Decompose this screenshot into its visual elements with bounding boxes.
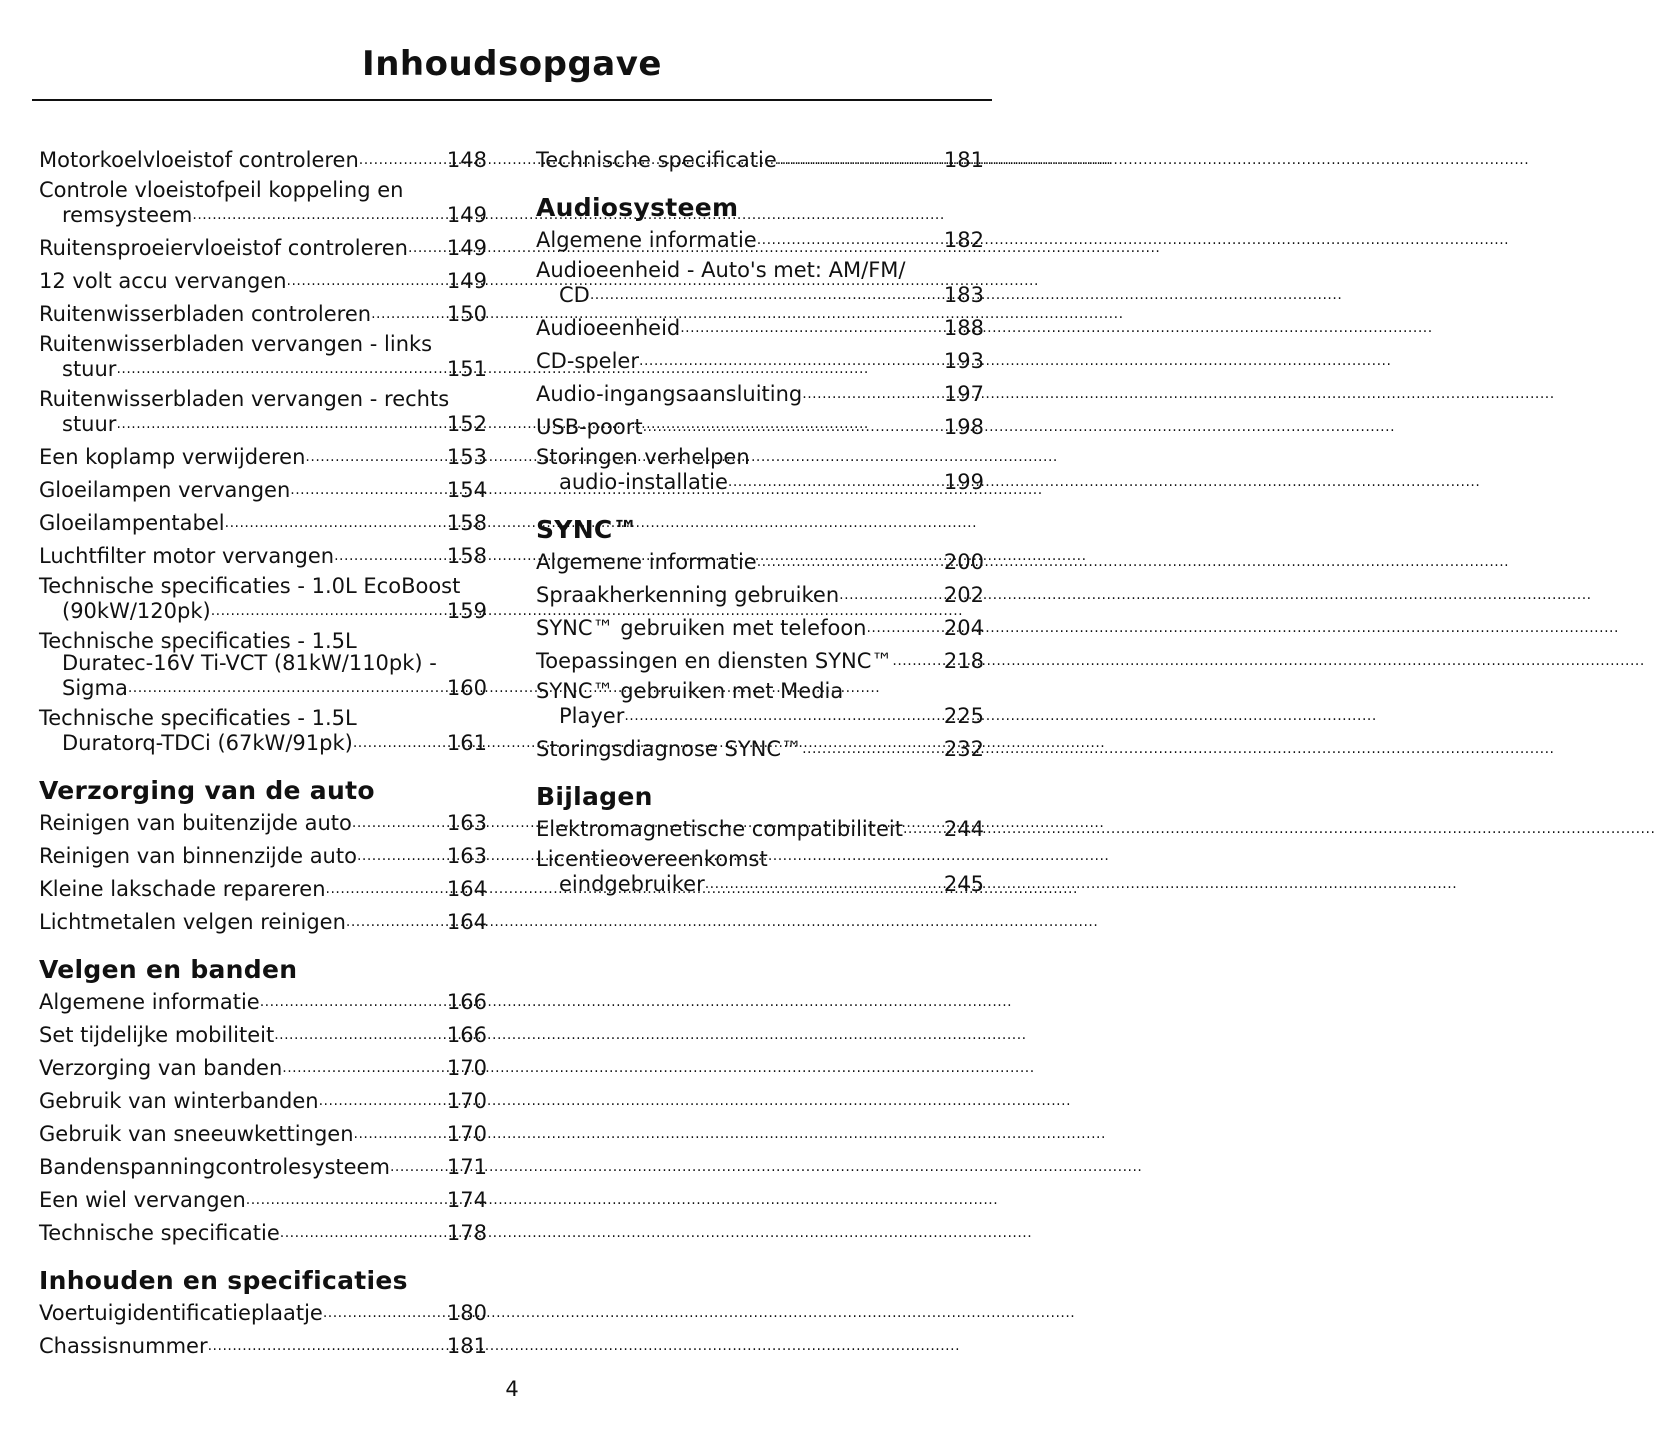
dot-leader [802,735,944,760]
toc-entry-label: Spraakherkenning gebruiken [536,583,840,607]
toc-entry-line [536,281,984,306]
toc-entry-label: audio-installatie [559,470,728,494]
toc-entry[interactable] [536,647,984,672]
toc-entry[interactable] [39,234,487,259]
section-heading: Inhouden en specificaties [39,1266,408,1295]
toc-entry-line [536,735,984,760]
toc-entry[interactable] [536,446,984,493]
toc-entry-label: Ruitensproeiervloeistof controleren [39,236,408,260]
toc-section [536,193,984,493]
toc-entry-page: 232 [943,737,984,761]
dot-leader [354,1120,447,1145]
toc-entry-label: Voertuigidentificatieplaatje [39,1301,323,1325]
dot-leader [346,908,447,933]
toc-entry-label: Algemene informatie [536,228,757,252]
toc-entry-line [39,1087,487,1112]
toc-section [39,146,487,754]
toc-entry-label: 12 volt accu vervangen [39,269,287,293]
page-title: Inhoudsopgave [362,44,662,84]
section-heading: SYNC™ [536,515,638,544]
toc-entry-label: Sigma [62,676,128,700]
toc-entry[interactable] [536,548,984,573]
dot-leader [408,234,447,259]
toc-entry-label: Algemene informatie [536,550,757,574]
toc-entry-page: 180 [446,1301,487,1325]
title-divider [32,99,992,101]
toc-entry-page: 164 [446,877,487,901]
toc-entry-line [39,674,487,699]
toc-entry-label-line: Ruitenwisserbladen vervangen - links [39,332,433,356]
toc-entry-line [39,443,487,468]
toc-entry-page: 163 [446,844,487,868]
toc-entry-page: 171 [446,1155,487,1179]
toc-entry[interactable] [39,300,487,325]
toc-entry-page: 158 [446,544,487,568]
toc-entry-page: 245 [943,872,984,896]
toc-entry-line [536,226,984,251]
toc-entry-page: 181 [943,148,984,172]
toc-entry-label: Een koplamp verwijderen [39,445,306,469]
dot-leader [624,702,944,727]
toc-entry-label: Motorkoelvloeistof controleren [39,148,359,172]
dot-leader [839,581,944,606]
toc-entry-page: 149 [446,203,487,227]
dot-leader [326,875,447,900]
toc-entry-label-line: Controle vloeistofpeil koppeling en [39,178,404,202]
toc-entry-label: Audioeenheid [536,316,681,340]
toc-entry-label: Player [559,704,625,728]
toc-entry[interactable] [39,1186,487,1211]
toc-entry-page: 158 [446,511,487,535]
toc-entry[interactable] [536,735,984,760]
toc-entry[interactable] [39,875,487,900]
toc-entry-line [39,1021,487,1046]
toc-entry-label: Technische specificatie [536,148,777,172]
toc-entry-label-line: Storingen verhelpen [536,445,750,469]
dot-leader [116,410,446,435]
toc-entry-label: Technische specificatie [39,1221,280,1245]
toc-entry-label: Gloeilampentabel [39,511,225,535]
toc-entry[interactable] [536,259,984,306]
toc-entry-line [39,234,487,259]
toc-entry-label: Duratorq-TDCi (67kW/91pk) [62,731,353,755]
toc-entry-label: Toepassingen en diensten SYNC™ [536,649,893,673]
toc-section [536,782,984,895]
toc-entry-line [39,809,487,834]
toc-entry-page: 164 [446,910,487,934]
toc-entry[interactable] [536,680,984,727]
dot-leader [371,300,447,325]
dot-leader [643,413,944,438]
toc-entry-page: 170 [446,1089,487,1113]
toc-entry-line [39,146,487,171]
toc-entry[interactable] [39,146,487,171]
toc-entry-label-line: Audioeenheid - Auto's met: AM/FM/ [536,258,906,282]
dot-leader [777,146,944,171]
toc-entry-label-line: SYNC™ gebruiken met Media [536,679,844,703]
toc-entry[interactable] [536,314,984,339]
toc-entry[interactable] [536,413,984,438]
toc-entry-line [536,548,984,573]
toc-entry-line [39,476,487,501]
toc-entry-label: Elektromagnetische compatibiliteit [536,817,903,841]
toc-entry-line [536,581,984,606]
toc-entry[interactable] [39,842,487,867]
toc-entry-line [39,1054,487,1079]
toc-entry-label-line: Technische specificaties - 1.5L [39,629,357,653]
toc-entry-label: Gebruik van winterbanden [39,1089,319,1113]
toc-section [39,1266,487,1357]
toc-entry[interactable] [39,443,487,468]
toc-entry-line [39,410,487,435]
toc-entry-label: Algemene informatie [39,990,260,1014]
dot-leader [728,468,944,493]
toc-entry-label: Gloeilampen vervangen [39,478,291,502]
toc-entry-page: 153 [446,445,487,469]
toc-entry[interactable] [39,1087,487,1112]
dot-leader [192,201,447,226]
toc-entry[interactable] [39,908,487,933]
toc-entry-label: Audio-ingangsaansluiting [536,382,803,406]
toc-entry-label: Set tijdelijke mobiliteit [39,1023,275,1047]
dot-leader [866,614,943,639]
toc-entry-line [39,1332,487,1357]
toc-entry-line [536,702,984,727]
toc-entry-page: 200 [943,550,984,574]
dot-leader [305,443,446,468]
toc-entry-line [536,468,984,493]
toc-entry-page: 152 [446,412,487,436]
toc-entry-page: 197 [943,382,984,406]
toc-entry[interactable] [39,1299,487,1324]
dot-leader [590,281,944,306]
toc-entry-label: Kleine lakschade repareren [39,877,326,901]
toc-entry-page: 199 [943,470,984,494]
toc-entry-line [536,314,984,339]
dot-leader [903,815,944,840]
toc-entry-line [39,542,487,567]
toc-section [39,776,487,933]
toc-section [39,955,487,1244]
toc-entry-line [39,1120,487,1145]
toc-entry-line [536,413,984,438]
toc-entry-page: 182 [943,228,984,252]
toc-entry-label: CD-speler [536,349,639,373]
toc-entry-label: SYNC™ gebruiken met telefoon [536,616,867,640]
dot-leader [319,1087,447,1112]
toc-entry-line [39,875,487,900]
toc-entry[interactable] [39,542,487,567]
toc-entry-label-line: Ruitenwisserbladen vervangen - rechts [39,387,450,411]
dot-leader [128,674,447,699]
toc-entry-label: USB-poort [536,415,643,439]
toc-entry[interactable] [39,1021,487,1046]
toc-entry-label: Bandenspanningcontrolesysteem [39,1155,390,1179]
toc-entry-page: 170 [446,1056,487,1080]
dot-leader [757,548,944,573]
toc-entry-page: 244 [943,817,984,841]
toc-entry-line [536,614,984,639]
toc-left-column [39,146,487,1365]
toc-entry-page: 174 [446,1188,487,1212]
dot-leader [639,347,944,372]
toc-entry-page: 170 [446,1122,487,1146]
section-heading: Velgen en banden [39,955,298,984]
toc-entry-line [536,146,984,171]
toc-entry-page: 202 [943,583,984,607]
toc-entry-label: Reinigen van binnenzijde auto [39,844,357,868]
toc-entry-page: 181 [446,1334,487,1358]
toc-entry-line [39,1299,487,1324]
toc-entry-line [39,355,487,380]
toc-entry[interactable] [39,267,487,292]
toc-entry-line [39,597,487,622]
dot-leader [208,1332,447,1357]
toc-entry[interactable] [536,815,984,840]
toc-entry-page: 178 [446,1221,487,1245]
toc-section [536,515,984,760]
toc-entry[interactable] [39,1332,487,1357]
toc-entry-page: 161 [446,731,487,755]
toc-entry-page: 188 [943,316,984,340]
dot-leader [116,355,446,380]
toc-entry-page: 150 [446,302,487,326]
dot-leader [892,647,944,672]
toc-entry[interactable] [39,179,487,226]
toc-entry-line [39,1219,487,1244]
toc-entry-line [39,201,487,226]
toc-entry-line [536,647,984,672]
toc-entry-line [536,347,984,372]
page-number: 4 [505,1377,519,1401]
toc-entry-line [39,908,487,933]
dot-leader [680,314,944,339]
toc-entry-line [536,870,984,895]
toc-entry-page: 166 [446,990,487,1014]
toc-entry[interactable] [39,1054,487,1079]
toc-entry-line [39,509,487,534]
toc-entry-label: Luchtfilter motor vervangen [39,544,335,568]
toc-entry[interactable] [39,476,487,501]
toc-entry-label-line: Duratec-16V Ti-VCT (81kW/110pk) - [62,651,437,675]
toc-section [536,146,984,171]
toc-entry-label: Een wiel vervangen [39,1188,246,1212]
toc-entry[interactable] [39,1153,487,1178]
dot-leader [246,1186,447,1211]
toc-entry[interactable] [536,380,984,405]
dot-leader [323,1299,447,1324]
toc-entry-label: remsysteem [62,203,193,227]
toc-entry-line [536,815,984,840]
toc-entry-line [39,300,487,325]
toc-entry[interactable] [536,347,984,372]
toc-entry-line [39,1186,487,1211]
toc-entry-page: 198 [943,415,984,439]
toc-entry[interactable] [536,614,984,639]
toc-entry-page: 151 [446,357,487,381]
toc-entry-label: Ruitenwisserbladen controleren [39,302,372,326]
toc-entry-page: 160 [446,676,487,700]
toc-entry-page: 183 [943,283,984,307]
toc-entry-label-line: Licentieovereenkomst [536,847,768,871]
toc-entry-page: 159 [446,599,487,623]
toc-entry[interactable] [536,226,984,251]
section-heading: Bijlagen [536,782,653,811]
toc-entry-page: 148 [446,148,487,172]
dot-leader [357,842,447,867]
dot-leader [225,509,447,534]
dot-leader [290,476,447,501]
toc-entry-label: Reinigen van buitenzijde auto [39,811,352,835]
toc-right-column [536,146,984,903]
dot-leader [359,146,447,171]
section-heading: Audiosysteem [536,193,739,222]
dot-leader [757,226,944,251]
dot-leader [282,1054,447,1079]
toc-entry-page: 149 [446,236,487,260]
toc-entry[interactable] [39,1120,487,1145]
toc-entry-page: 193 [943,349,984,373]
dot-leader [260,988,447,1013]
toc-entry-page: 166 [446,1023,487,1047]
toc-entry[interactable] [536,848,984,895]
toc-entry-page: 204 [943,616,984,640]
dot-leader [353,729,447,754]
dot-leader [274,1021,447,1046]
toc-entry-line [39,842,487,867]
toc-entry-line [39,267,487,292]
toc-entry[interactable] [39,707,487,754]
toc-entry-label: Verzorging van banden [39,1056,283,1080]
toc-entry-label-line: Technische specificaties - 1.5L [39,706,357,730]
toc-entry-label: Lichtmetalen velgen reinigen [39,910,346,934]
toc-entry[interactable] [39,575,487,622]
toc-entry-page: 149 [446,269,487,293]
dot-leader [287,267,447,292]
toc-entry-label: Gebruik van sneeuwkettingen [39,1122,354,1146]
toc-entry[interactable] [39,809,487,834]
toc-entry[interactable] [39,1219,487,1244]
toc-entry-label: (90kW/120pk) [62,599,211,623]
toc-entry-line [536,380,984,405]
toc-entry-page: 154 [446,478,487,502]
toc-entry-line [39,729,487,754]
toc-entry[interactable] [536,581,984,606]
dot-leader [390,1153,447,1178]
toc-entry-line [39,1153,487,1178]
toc-entry[interactable] [39,388,487,435]
dot-leader [280,1219,447,1244]
toc-entry-page: 163 [446,811,487,835]
toc-entry[interactable] [39,333,487,380]
toc-entry-label: CD [559,283,590,307]
toc-entry-label: eindgebruiker [559,872,705,896]
toc-entry-label-line: Technische specificaties - 1.0L EcoBoost [39,574,461,598]
toc-entry-label: Storingsdiagnose SYNC™ [536,737,803,761]
dot-leader [334,542,447,567]
toc-entry[interactable] [536,146,984,171]
toc-entry-page: 225 [943,704,984,728]
toc-entry[interactable] [39,988,487,1013]
toc-entry-page: 218 [943,649,984,673]
toc-entry-label: stuur [62,357,117,381]
toc-entry[interactable] [39,630,487,699]
dot-leader [211,597,447,622]
toc-entry-line [39,988,487,1013]
toc-entry-label: Chassisnummer [39,1334,208,1358]
dot-leader [352,809,447,834]
toc-entry[interactable] [39,509,487,534]
dot-leader [802,380,944,405]
toc-entry-label: stuur [62,412,117,436]
section-heading: Verzorging van de auto [39,776,375,805]
dot-leader [705,870,944,895]
